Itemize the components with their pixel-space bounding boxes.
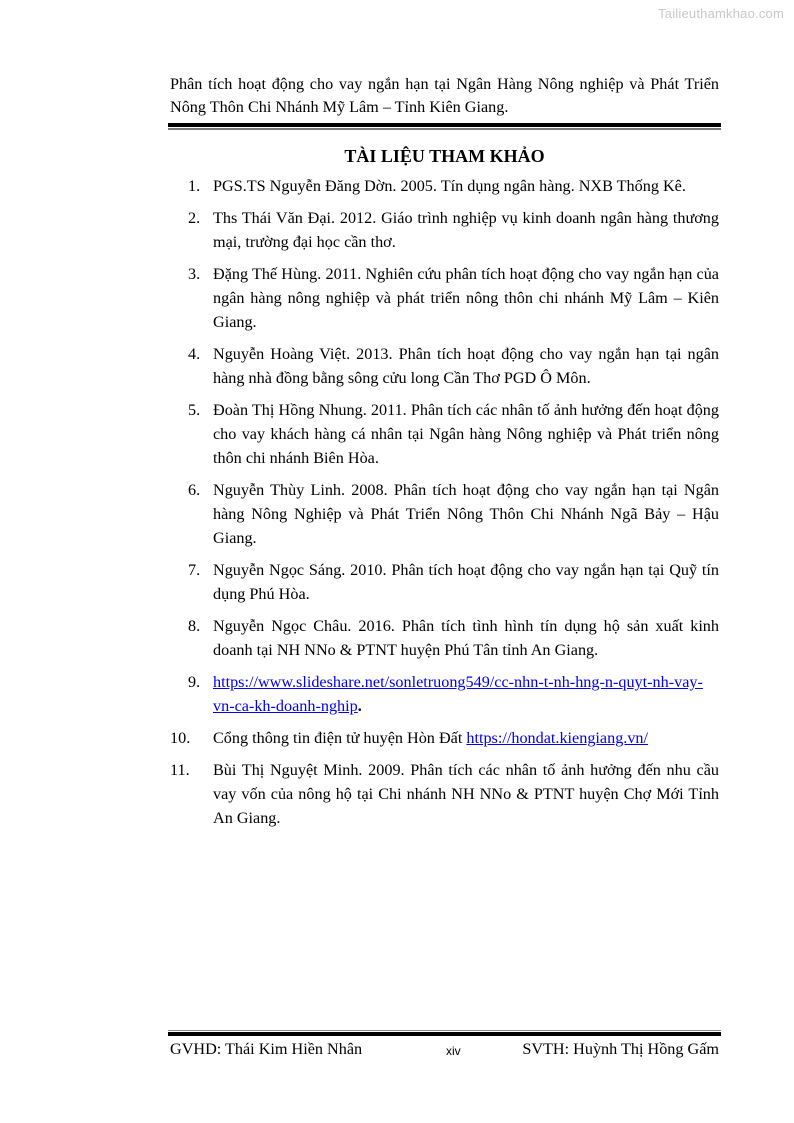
footer-rule-thick [168, 1032, 721, 1036]
reference-text: Nguyễn Hoàng Việt. 2013. Phân tích hoạt động cho vay ngắn hạn tại ngân hàng nhà đồng bằng sông cửu long Cần Thơ PGD Ô Môn. [213, 345, 719, 387]
reference-item [170, 558, 719, 606]
reference-text: Nguyễn Ngọc Châu. 2016. Phân tích tình hình tín dụng hộ sản xuất kinh doanh tại NH NNo & PTNT huyện Phú Tân tỉnh An Giang. [213, 617, 719, 659]
reference-text: Bùi Thị Nguyệt Minh. 2009. Phân tích các nhân tố ảnh hưởng đến nhu cầu vay vốn của nông hộ tại Chi nhánh NH NNo & PTNT huyện Chợ Mới Tỉnh An Giang. [213, 761, 719, 827]
reference-number: 10. [170, 729, 191, 747]
section-title: TÀI LIỆU THAM KHẢO [344, 146, 545, 166]
header-rule [168, 123, 721, 130]
reference-item [170, 262, 719, 334]
header-rule-thin [168, 128, 721, 130]
page-number: xiv [446, 1044, 461, 1058]
reference-text: PGS.TS Nguyễn Đăng Dờn. 2005. Tín dụng ngân hàng. NXB Thống Kê. [213, 177, 686, 195]
reference-text: Cổng thông tin điện tử huyện Hòn Đất [213, 729, 467, 747]
reference-item [170, 670, 719, 718]
reference-text: Ths Thái Văn Đại. 2012. Giáo trình nghiệp vụ kinh doanh ngân hàng thương mại, trường đại học cần thơ. [213, 209, 719, 251]
reference-number: 9. [188, 673, 201, 691]
reference-item [170, 478, 719, 550]
reference-text: Đoàn Thị Hồng Nhung. 2011. Phân tích các nhân tố ảnh hưởng đến hoạt động cho vay khách hàng cá nhân tại Ngân hàng Nông nghiệp và Phát triển nông thôn chi nhánh Biên Hòa. [213, 401, 719, 467]
reference-item [170, 342, 719, 390]
footer-student: SVTH: Huỳnh Thị Hồng Gấm [522, 1040, 719, 1058]
reference-number: 6. [188, 481, 201, 499]
reference-number: 7. [188, 561, 201, 579]
reference-item [170, 758, 719, 830]
reference-number: 4. [188, 345, 201, 363]
footer-advisor: GVHD: Thái Kim Hiền Nhân [170, 1040, 363, 1058]
reference-link[interactable]: https://www.slideshare.net/sonletruong549/cc-nhn-t-nh-hng-n-quyt-nh-vay-vn-ca-kh-doanh-nghip [213, 673, 703, 715]
reference-item [170, 614, 719, 662]
reference-number: 11. [170, 761, 190, 779]
reference-list [170, 174, 719, 838]
reference-number: 5. [188, 401, 201, 419]
reference-item [170, 174, 719, 198]
reference-item [170, 398, 719, 470]
reference-text: Nguyễn Thùy Linh. 2008. Phân tích hoạt động cho vay ngắn hạn tại Ngân hàng Nông Nghiệp và Phát Triển Nông Thôn Chi Nhánh Ngã Bảy – Hậu Giang. [213, 481, 719, 547]
reference-link[interactable]: https://hondat.kiengiang.vn/ [466, 729, 649, 747]
reference-number: 8. [188, 617, 201, 635]
reference-number: 3. [188, 265, 201, 283]
reference-number: 2. [188, 209, 201, 227]
running-header: Phân tích hoạt động cho vay ngắn hạn tại Ngân Hàng Nông nghiệp và Phát Triển Nông Thôn Chi Nhánh Mỹ Lâm – Tỉnh Kiên Giang. [170, 75, 719, 116]
reference-number: 1. [188, 177, 201, 195]
footer-rule-thin [168, 1030, 721, 1031]
reference-suffix: . [357, 697, 362, 715]
footer-rule [168, 1030, 721, 1036]
header-rule-thick [168, 123, 721, 127]
reference-text: Nguyễn Ngọc Sáng. 2010. Phân tích hoạt động cho vay ngắn hạn tại Quỹ tín dụng Phú Hòa. [213, 561, 719, 603]
reference-text: Đặng Thế Hùng. 2011. Nghiên cứu phân tích hoạt động cho vay ngắn hạn của ngân hàng nông nghiệp và phát triển nông thôn chi nhánh Mỹ Lâm – Kiên Giang. [213, 265, 719, 331]
watermark: Tailieuthamkhao.com [658, 6, 784, 21]
reference-item [170, 726, 719, 750]
reference-item [170, 206, 719, 254]
